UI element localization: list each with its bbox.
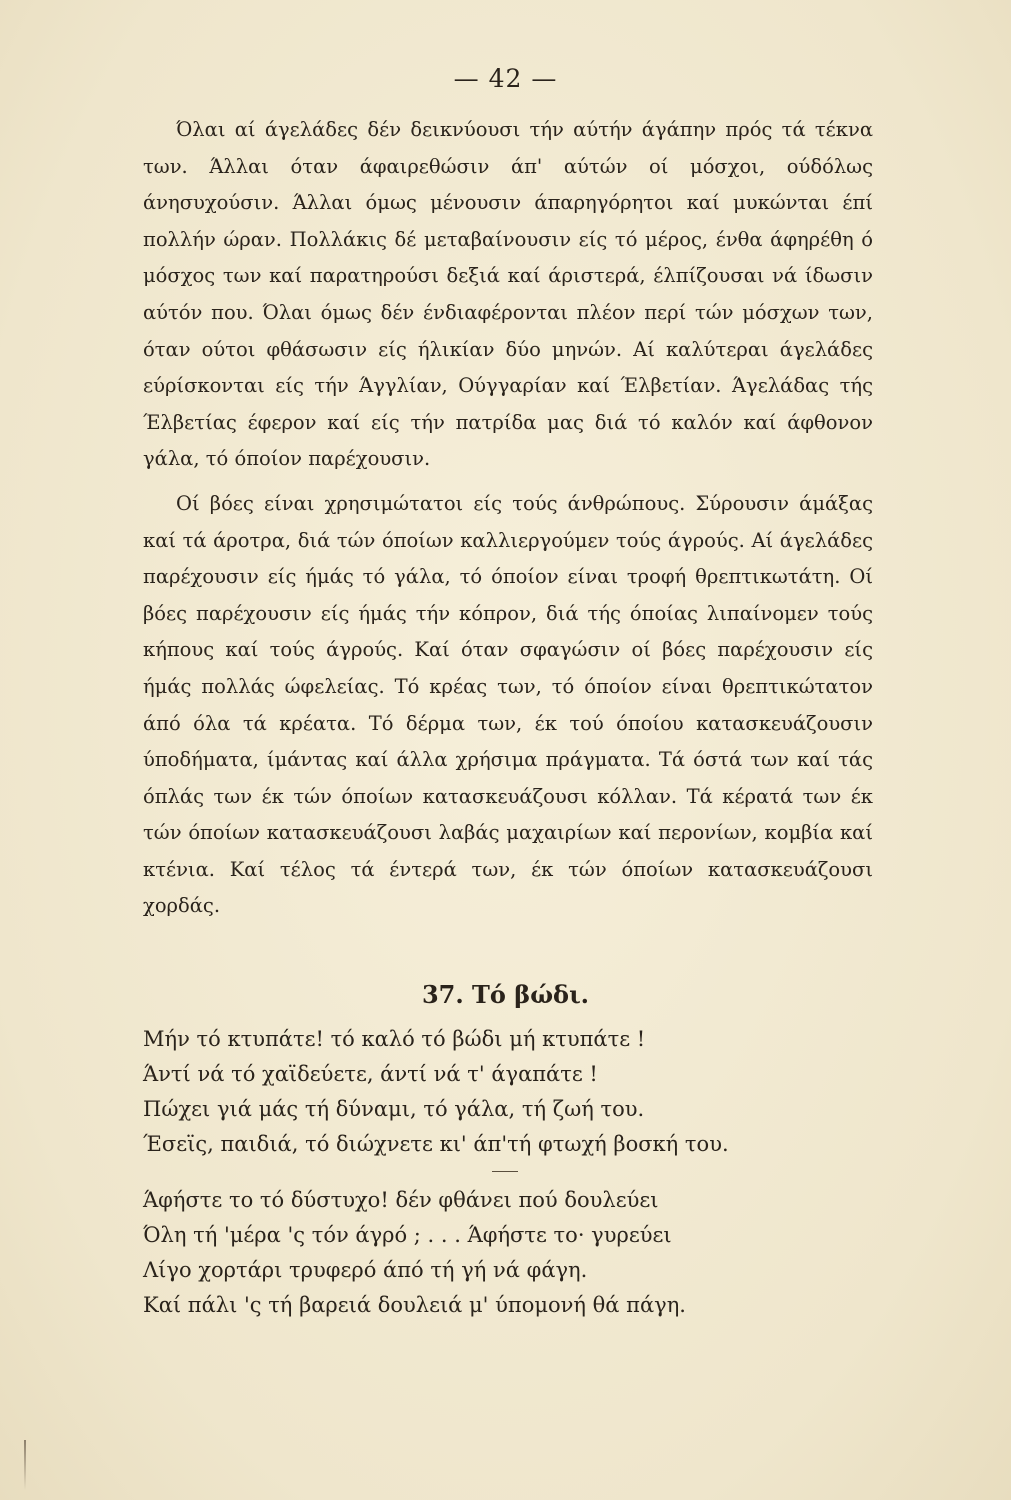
stanza-divider bbox=[492, 1171, 518, 1172]
poem-line: Καί πάλι 'ς τή βαρειά δουλειά μ' ύπομονή θά πάγη. bbox=[143, 1293, 686, 1317]
poem-stanza-1 bbox=[143, 1022, 873, 1162]
margin-pencil-mark bbox=[24, 1440, 26, 1490]
poem-line: Άντί νά τό χαϊδεύετε, άντί νά τ' άγαπάτε ! bbox=[143, 1062, 598, 1086]
page-number: — 42 — bbox=[453, 64, 558, 93]
prose-section bbox=[143, 112, 873, 925]
paragraph-cows-affection: Όλαι αί άγελάδες δέν δεικνύουσι τήν αύτήν άγάπην πρός τά τέκνα των. Άλλαι όταν άφαιρεθώσιν άπ' αύτών οί μόσχοι, ούδόλως άνησυχούσιν. Άλλαι όμως μένουσιν άπαρηγόρητοι καί μυκώνται έπί πολλήν ώραν. Πολλάκις δέ μεταβαίνουσιν είς τό μέρος, ένθα άφηρέθη ό μόσχος των καί παρατηρούσι δεξιά καί άριστερά, έλπίζουσαι νά ίδωσιν αύτόν που. Όλαι όμως δέν ένδιαφέρονται πλέον περί τών μόσχων των, όταν ούτοι φθάσωσιν είς ήλικίαν δύο μηνών. Αί καλύτεραι άγελάδες εύρίσκονται είς τήν Άγγλίαν, Ούγγαρίαν καί Έλβετίαν. Άγελάδας τής Έλβετίας έφερον καί είς τήν πατρίδα μας διά τό καλόν καί άφθονον γάλα, τό όποίον παρέχουσιν. bbox=[143, 118, 873, 471]
poem-line: Πώχει γιά μάς τή δύναμι, τό γάλα, τή ζωή του. bbox=[143, 1097, 645, 1121]
poem-title: 37. Τό βώδι. bbox=[421, 980, 590, 1009]
poem-line: Μήν τό κτυπάτε! τό καλό τό βώδι μή κτυπάτε ! bbox=[143, 1027, 646, 1051]
poem-line: Έσεϊς, παιδιά, τό διώχνετε κι' άπ'τή φτωχή βοσκή του. bbox=[143, 1132, 729, 1156]
poem-line: Λίγο χορτάρι τρυφερό άπό τή γή νά φάγη. bbox=[143, 1258, 588, 1282]
paragraph-oxen-usefulness: Οί βόες είναι χρησιμώτατοι είς τούς άνθρώπους. Σύρουσιν άμάξας καί τά άροτρα, διά τών όποίων καλλιεργούμεν τούς άγρούς. Αί άγελάδες παρέχουσιν είς ήμάς τό γάλα, τό όποίον είναι τροφή θρεπτικωτάτη. Οί βόες παρέχουσιν είς ήμάς τήν κόπρον, διά τής όποίας λιπαίνομεν τούς κήπους καί τούς άγρούς. Καί όταν σφαγώσιν οί βόες παρέχουσιν είς ήμάς πολλάς ώφελείας. Τό κρέας των, τό όποίον είναι θρεπτικώτατον άπό όλα τά κρέατα. Τό δέρμα των, έκ τού όποίου κατασκευάζουσιν ύποδήματα, ίμάντας καί άλλα χρήσιμα πράγματα. Τά όστά των καί τάς όπλάς των έκ τών όποίων κατασκευάζουσι κόλλαν. Τά κέρατά των έκ τών όποίων κατασκευάζουσι λαβάς μαχαιρίων καί περονίων, κομβία καί κτένια. Καί τέλος τά έντερά των, έκ τών όποίων κατασκευάζουσι χορδάς. bbox=[143, 491, 873, 918]
poem-stanza-2 bbox=[143, 1183, 873, 1323]
poem-line: Όλη τή 'μέρα 'ς τόν άγρό ; . . . Άφήστε το· γυρεύει bbox=[143, 1223, 672, 1247]
poem-line: Άφήστε το τό δύστυχο! δέν φθάνει πού δουλεύει bbox=[143, 1188, 659, 1212]
